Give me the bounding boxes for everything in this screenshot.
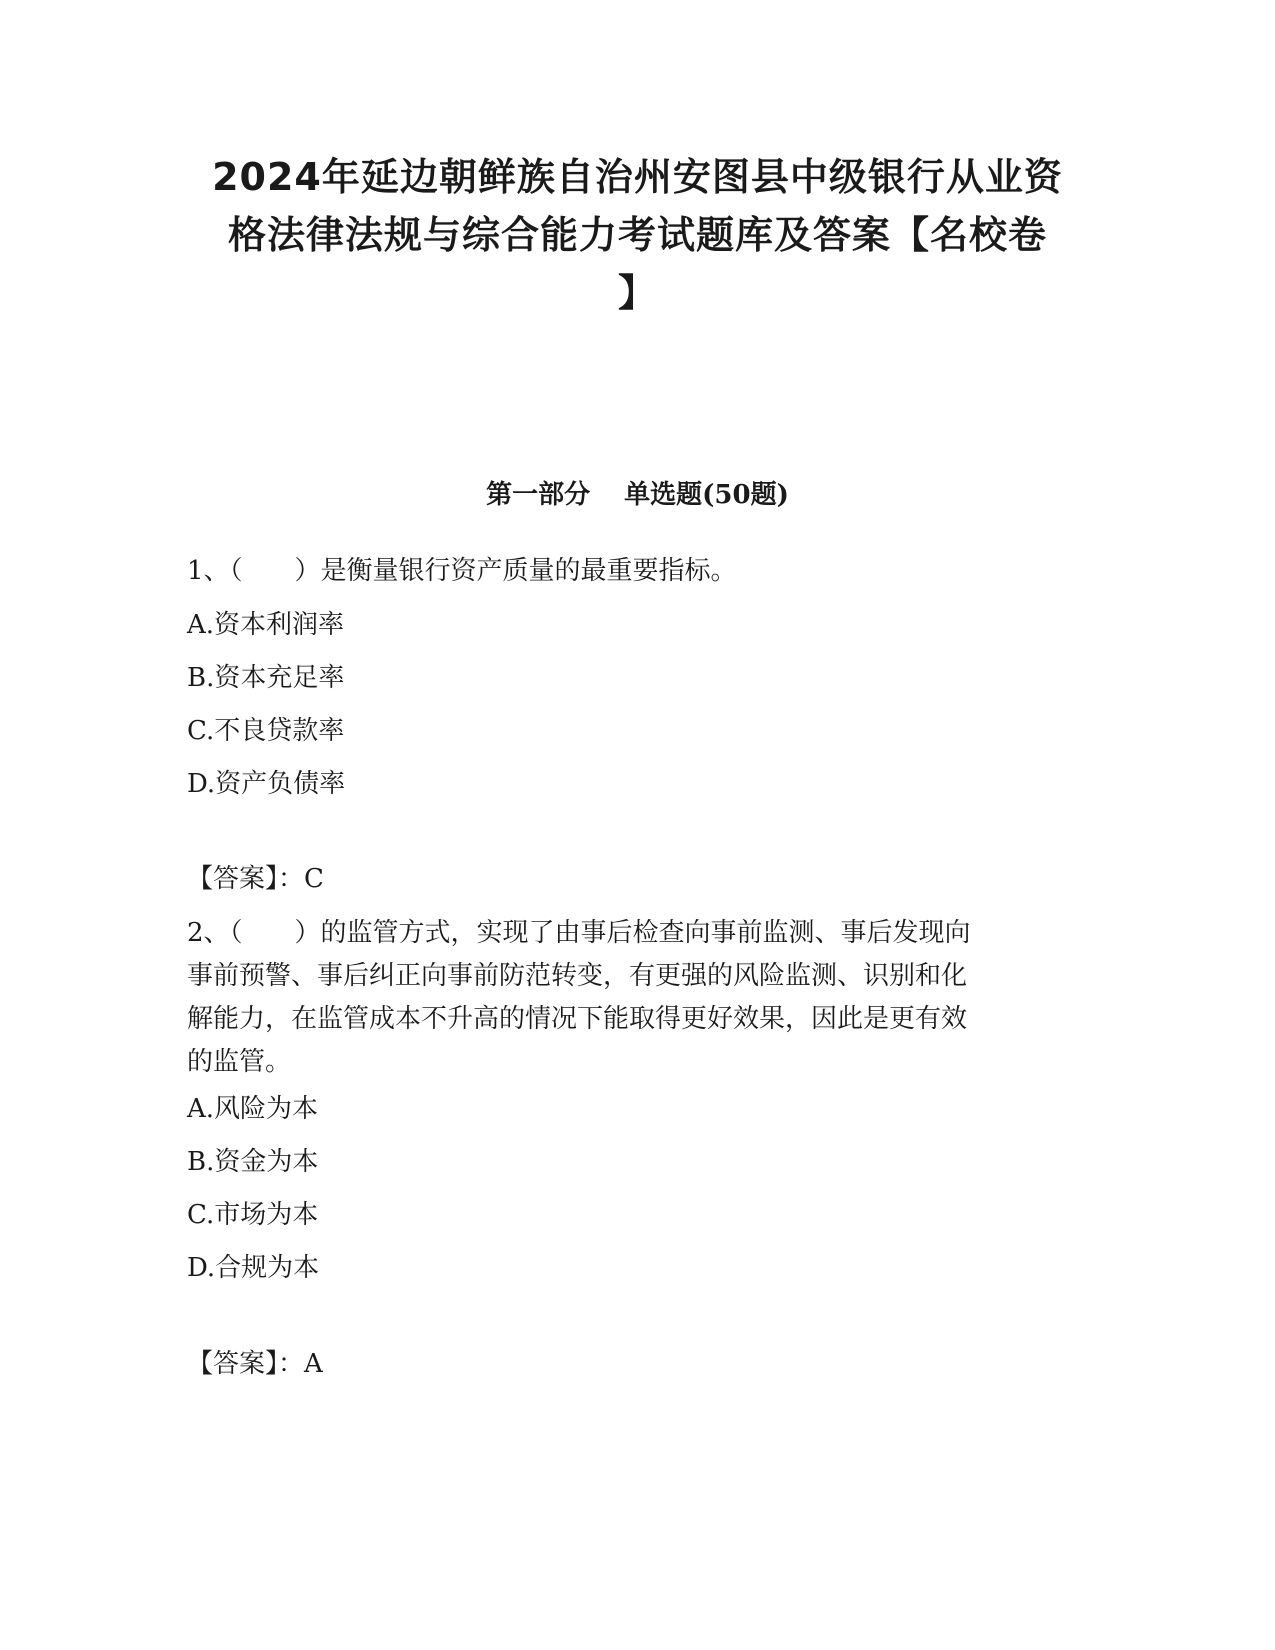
stem-line: 解能力，在监管成本不升高的情况下能取得更好效果，因此是更有效 xyxy=(187,1004,968,1034)
question-2-option-d: D.合规为本 xyxy=(187,1253,320,1283)
section-part: 第一部分 xyxy=(486,480,591,510)
stem-line: 事前预警、事后纠正向事前防范转变，有更强的风险监测、识别和化 xyxy=(187,961,968,991)
title-line: 格法律法规与综合能力考试题库及答案【名校卷 xyxy=(227,213,1047,257)
answer-value: A xyxy=(304,1349,323,1379)
stem-line: 2、（ ）的监管方式，实现了由事后检查向事前监测、事后发现向 xyxy=(187,918,971,948)
title-line: 2024年延边朝鲜族自治州安图县中级银行从业资 xyxy=(212,155,1063,199)
question-2-option-b: B.资金为本 xyxy=(187,1147,319,1177)
document-title xyxy=(180,148,1095,322)
question-2-option-c: C.市场为本 xyxy=(187,1200,319,1230)
question-1-option-c: C.不良贷款率 xyxy=(187,716,345,746)
section-heading xyxy=(0,478,1275,512)
question-1-answer xyxy=(187,862,324,896)
question-1-stem: 1、（ ）是衡量银行资产质量的最重要指标。 xyxy=(187,556,737,586)
question-1-option-d: D.资产负债率 xyxy=(187,769,346,799)
stem-line: 的监管。 xyxy=(187,1047,292,1077)
answer-value: C xyxy=(304,864,324,894)
question-2-option-a: A.风险为本 xyxy=(187,1094,319,1124)
question-1-option-b: B.资本充足率 xyxy=(187,663,345,693)
question-1-option-a: A.资本利润率 xyxy=(187,610,345,640)
question-2-stem xyxy=(187,912,1087,1084)
answer-label: 【答案】： xyxy=(187,1349,305,1379)
answer-label: 【答案】： xyxy=(187,864,305,894)
section-name: 单选题(50题) xyxy=(624,480,789,510)
question-2-answer xyxy=(187,1347,323,1381)
title-line: 】 xyxy=(617,271,657,315)
